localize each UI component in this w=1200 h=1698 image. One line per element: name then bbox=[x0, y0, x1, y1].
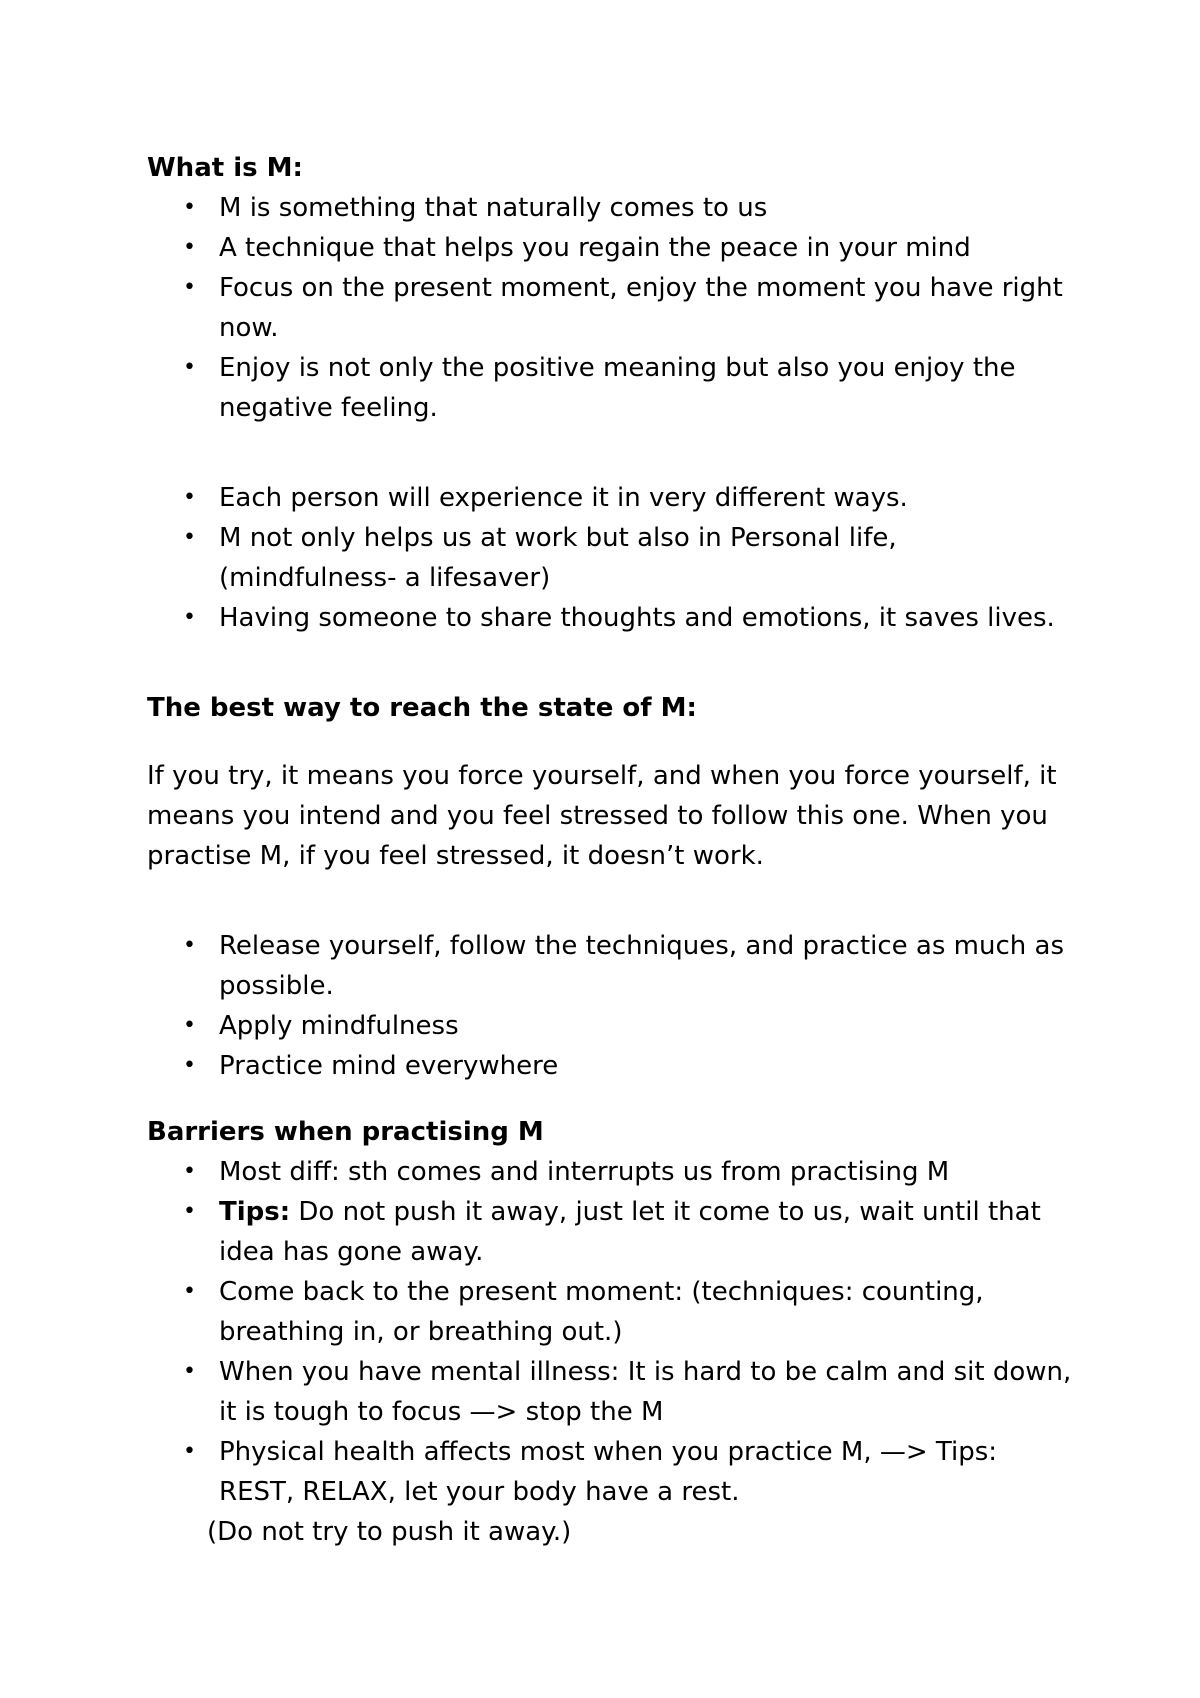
spacer bbox=[147, 428, 1077, 478]
list-item-text: Come back to the present moment: (techniques: counting, breathing in, or breathing out.) bbox=[219, 1277, 984, 1347]
list-item bbox=[147, 228, 1077, 268]
list-item-text: Release yourself, follow the techniques, and practice as much as possible. bbox=[219, 931, 1064, 1001]
bullet-icon: • bbox=[183, 355, 196, 380]
list-item-text: M not only helps us at work but also in Personal life, (mindfulness- a lifesaver) bbox=[219, 523, 897, 593]
tips-label: Tips: bbox=[219, 1197, 291, 1227]
bullet-icon: • bbox=[183, 235, 196, 260]
list-item bbox=[147, 598, 1077, 638]
bullet-icon: • bbox=[183, 485, 196, 510]
section-heading-what-is-m: What is M: bbox=[147, 153, 303, 183]
section-heading-best-way: The best way to reach the state of M: bbox=[147, 693, 697, 723]
document-page bbox=[147, 148, 1077, 1552]
list-item bbox=[147, 478, 1077, 518]
list-item bbox=[147, 1352, 1077, 1432]
bullet-icon: • bbox=[183, 195, 196, 220]
list-item-text: Physical health affects most when you practice M, —> Tips: REST, RELAX, let your body have a rest. bbox=[219, 1437, 998, 1507]
list-item-text: Practice mind everywhere bbox=[219, 1051, 559, 1081]
bullet-icon: • bbox=[183, 525, 196, 550]
bullet-icon: • bbox=[183, 1279, 196, 1304]
bullet-icon: • bbox=[183, 933, 196, 958]
list-item bbox=[147, 1192, 1077, 1272]
list-item-text: Most diff: sth comes and interrupts us from practising M bbox=[219, 1157, 950, 1187]
list-item bbox=[147, 1152, 1077, 1192]
list-item-text: Do not push it away, just let it come to us, wait until that idea has gone away. bbox=[219, 1197, 1041, 1267]
list-item-text: When you have mental illness: It is hard to be calm and sit down, it is tough to focus —> stop the M bbox=[219, 1357, 1072, 1427]
bullet-list-what-is-m bbox=[147, 188, 1077, 428]
paragraph-best-way: If you try, it means you force yourself, and when you force yourself, it means you intend and you feel stressed to follow this one. When you practise M, if you feel stressed, it doesn’t work. bbox=[147, 761, 1057, 871]
list-item-text: Having someone to share thoughts and emotions, it saves lives. bbox=[219, 603, 1055, 633]
list-item bbox=[147, 926, 1077, 1006]
list-item bbox=[147, 348, 1077, 428]
bullet-icon: • bbox=[183, 1013, 196, 1038]
spacer bbox=[147, 638, 1077, 688]
bullet-icon: • bbox=[183, 1159, 196, 1184]
bullet-list-barriers bbox=[147, 1152, 1077, 1512]
list-item-text: A technique that helps you regain the peace in your mind bbox=[219, 233, 971, 263]
list-item bbox=[147, 188, 1077, 228]
section-heading-barriers: Barriers when practising M bbox=[147, 1117, 544, 1147]
list-item-text: M is something that naturally comes to us bbox=[219, 193, 768, 223]
list-item-text: Each person will experience it in very different ways. bbox=[219, 483, 908, 513]
list-item-text: Apply mindfulness bbox=[219, 1011, 459, 1041]
list-item bbox=[147, 1272, 1077, 1352]
bullet-icon: • bbox=[183, 275, 196, 300]
bullet-icon: • bbox=[183, 1439, 196, 1464]
bullet-list-best-way bbox=[147, 926, 1077, 1086]
list-item bbox=[147, 1432, 1077, 1512]
list-item bbox=[147, 1046, 1077, 1086]
bullet-icon: • bbox=[183, 1053, 196, 1078]
spacer bbox=[147, 728, 1077, 756]
list-item-text: Enjoy is not only the positive meaning but also you enjoy the negative feeling. bbox=[219, 353, 1016, 423]
bullet-icon: • bbox=[183, 1359, 196, 1384]
bullet-icon: • bbox=[183, 1199, 196, 1224]
bullet-list-what-is-m-2 bbox=[147, 478, 1077, 638]
list-item bbox=[147, 518, 1077, 598]
spacer bbox=[147, 876, 1077, 926]
list-item-text: Focus on the present moment, enjoy the moment you have right now. bbox=[219, 273, 1063, 343]
list-item bbox=[147, 1006, 1077, 1046]
spacer bbox=[147, 1086, 1077, 1112]
bullet-icon: • bbox=[183, 605, 196, 630]
note-text: (Do not try to push it away.) bbox=[207, 1517, 572, 1547]
list-item bbox=[147, 268, 1077, 348]
